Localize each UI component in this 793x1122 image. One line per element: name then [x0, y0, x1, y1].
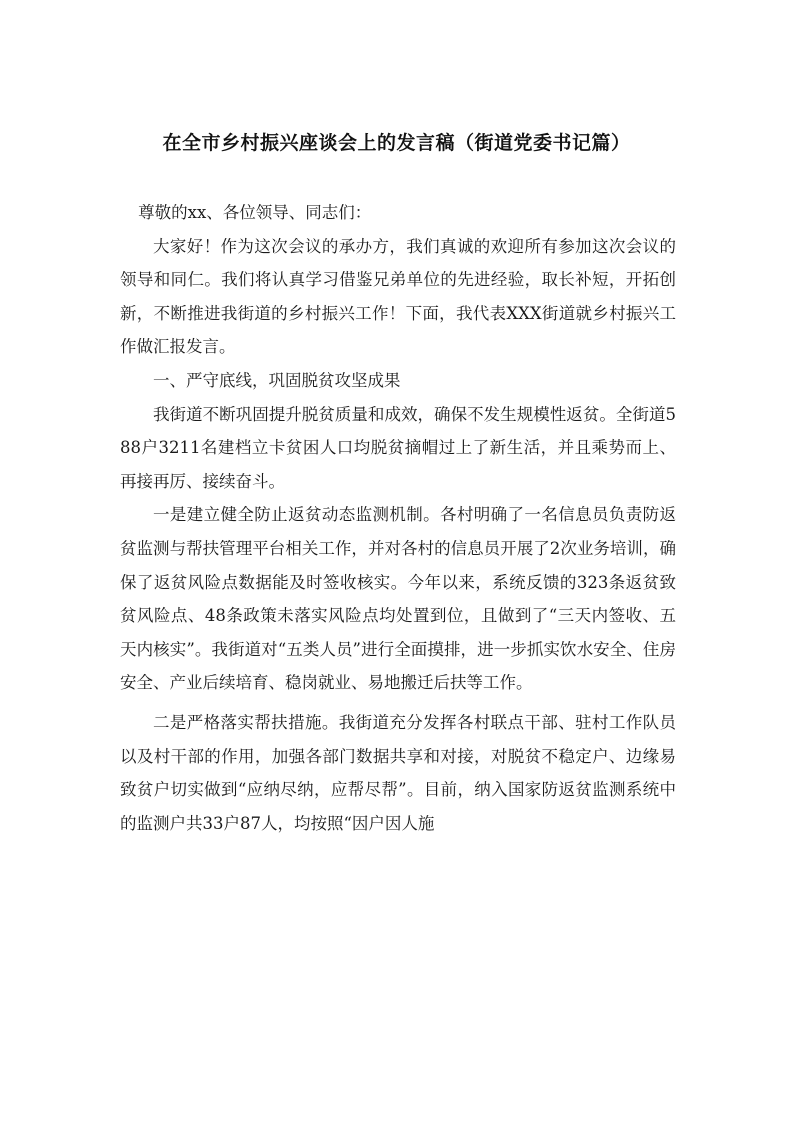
document-title: 在全市乡村振兴座谈会上的发言稿（街道党委书记篇）	[162, 132, 631, 154]
paragraph-assistance-measures: 二是严格落实帮扶措施。我街道充分发挥各村联点干部、驻村工作队员以及村干部的作用，加强各部门数据共享和对接，对脱贫不稳定户、边缘易致贫户切实做到“应纳尽纳，应帮尽帮”。目前，纳入国家防返贫监测系统中的监测户共33户87人，均按照“因户因人施	[120, 712, 676, 833]
paragraph-poverty-results: 我街道不断巩固提升脱贫质量和成效，确保不发生规模性返贫。全街道588户3211名建档立卡贫困人口均脱贫摘帽过上了新生活，并且乘势而上、再接再厉、接续奋斗。	[120, 404, 676, 491]
document-body	[120, 196, 676, 840]
paragraph-monitoring-mechanism: 一是建立健全防止返贫动态监测机制。各村明确了一名信息员负责防返贫监测与帮扶管理平台相关工作，并对各村的信息员开展了2次业务培训，确保了返贫风险点数据能及时签收核实。今年以来，系统反馈的323条返贫致贫风险点、48条政策未落实风险点均处置到位，且做到了“三天内签收、五天内核实”。我街道对“五类人员”进行全面摸排，进一步抓实饮水安全、住房安全、产业后续培育、稳岗就业、易地搬迁后扶等工作。	[120, 505, 676, 693]
section-heading-1: 一、严守底线，巩固脱贫攻坚成果	[153, 370, 401, 390]
paragraph-greeting: 大家好！作为这次会议的承办方，我们真诚的欢迎所有参加这次会议的领导和同仁。我们将认真学习借鉴兄弟单位的先进经验，取长补短，开拓创新，不断推进我街道的乡村振兴工作！下面，我代表XXX街道就乡村振兴工作做汇报发言。	[120, 236, 676, 357]
salutation: 尊敬的xx、各位领导、同志们：	[138, 203, 372, 222]
